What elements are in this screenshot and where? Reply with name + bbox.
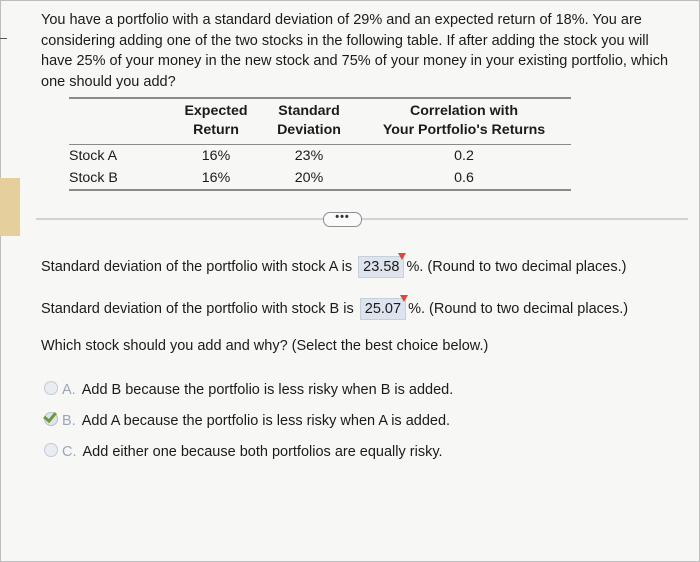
header-correlation-line2: Your Portfolio's Returns [382,122,546,138]
header-std-dev [261,98,357,145]
part-a-prefix: Standard deviation of the portfolio with stock A is [41,259,353,275]
choice-letter: A. [62,382,76,398]
radio-button-selected-icon[interactable] [44,412,58,426]
part-a-answer-field[interactable] [358,256,404,278]
choice-text: Add B because the portfolio is less risky when B is added. [81,382,454,398]
choice-text: Add A because the portfolio is less risky when A is added. [81,413,451,429]
part-b-line [41,298,628,320]
choice-b[interactable] [44,411,450,431]
stock-name: Stock B [69,167,171,190]
choice-c[interactable] [44,442,443,462]
part-a-suffix: %. (Round to two decimal places.) [406,259,627,275]
part-c-prompt: Which stock should you add and why? (Select the best choice below.) [41,338,489,354]
choice-a[interactable] [44,380,453,400]
header-std-dev-line1: Standard [278,103,340,119]
flag-icon [398,253,406,260]
part-b-prefix: Standard deviation of the portfolio with stock B is [41,301,354,317]
part-a-line [41,256,626,278]
table-row [69,145,571,168]
expected-return-cell: 16% [171,167,261,190]
table-row [69,167,571,190]
more-button[interactable]: ••• [323,212,362,227]
choice-text: Add either one because both portfolios are equally risky. [82,444,443,460]
radio-button-icon[interactable] [44,443,58,457]
header-std-dev-line2: Deviation [277,122,341,138]
expected-return-cell: 16% [201,148,231,164]
header-correlation [357,98,571,145]
radio-button-icon[interactable] [44,381,58,395]
part-b-suffix: %. (Round to two decimal places.) [408,301,629,317]
checkmark-icon [43,409,57,423]
correlation-cell: 0.6 [357,167,571,190]
std-dev-cell: 23% [294,148,324,164]
part-a-answer-value: 23.58 [363,259,400,275]
header-correlation-line1: Correlation with [410,103,518,119]
correlation-cell: 0.2 [454,148,474,164]
flag-icon [400,295,408,302]
part-b-answer-field[interactable] [360,298,406,320]
edge-mark [0,38,7,39]
edge-highlight [0,178,20,236]
std-dev-cell: 20% [261,167,357,190]
header-blank [69,98,171,145]
choice-letter: C. [62,444,77,460]
stock-table [69,97,571,191]
header-expected-return [171,98,261,145]
question-text: You have a portfolio with a standard deviation of 29% and an expected return of 18%. You are considering adding one of the two stocks in the following table. If after adding the stock you will have 25% of your money in the new stock and 75% of your money in your existing portfolio, which one should you add? [41,12,669,90]
part-b-answer-value: 25.07 [364,301,402,317]
header-expected-return-line2: Return [193,122,239,138]
table-header-row [69,98,571,145]
choice-letter: B. [62,413,76,429]
stock-name: Stock A [69,148,118,164]
section-divider [36,218,688,220]
header-expected-return-line1: Expected [184,103,248,119]
